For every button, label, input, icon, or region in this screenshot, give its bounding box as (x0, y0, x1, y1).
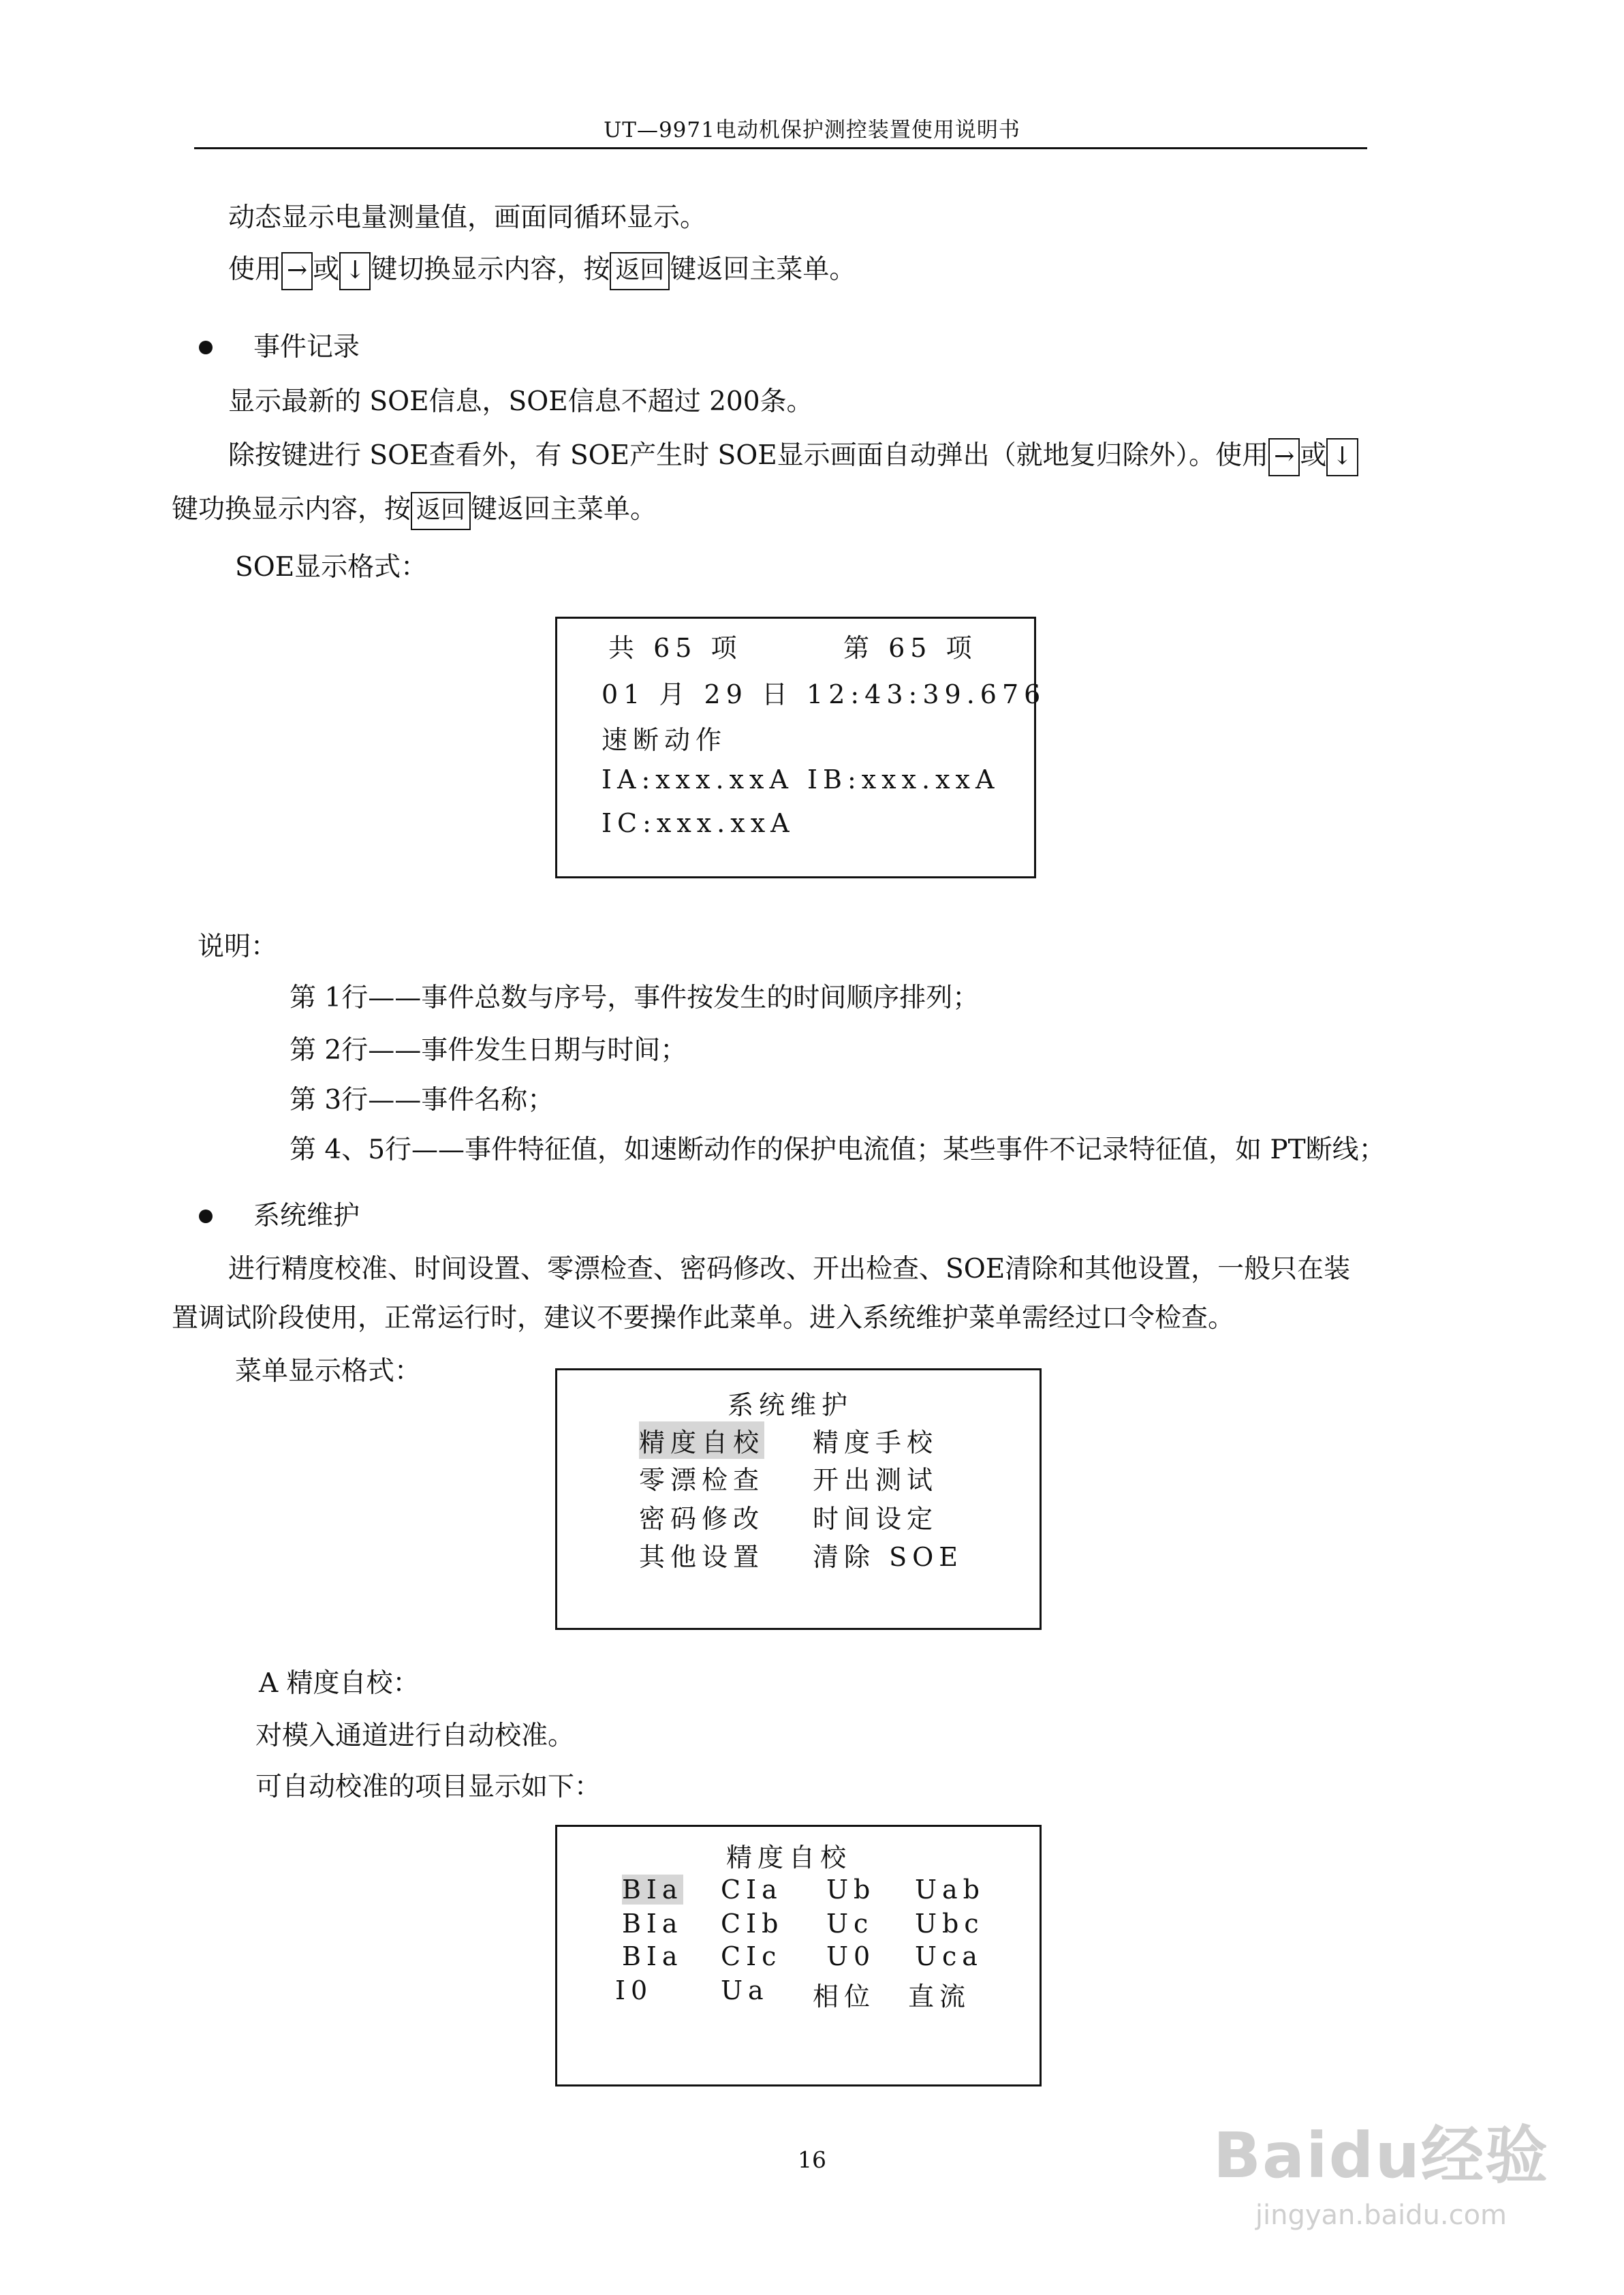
page-number: 16 (798, 2146, 826, 2173)
calibration-line-2: 可自动校准的项目显示如下： (255, 1772, 602, 1802)
event-line-3-suffix: 键返回主菜单。 (471, 494, 657, 525)
bullet-icon (199, 341, 213, 354)
soe-format-label: SOE显示格式： (235, 552, 428, 583)
soe-current-index: 第 65 项 (843, 633, 978, 663)
note-item: 第 3行——事件名称； (290, 1085, 555, 1115)
calibration-item[interactable]: Uab (915, 1875, 986, 1905)
calibration-item[interactable]: CIb (721, 1909, 784, 1939)
event-or-text: 或 (1300, 440, 1327, 471)
menu-item-zero-drift[interactable]: 零漂检查 (639, 1465, 765, 1495)
right-arrow-key: → (1268, 438, 1300, 476)
soe-feature-line-1: IA:xxx.xxA IB:xxx.xxA (602, 765, 1000, 795)
watermark-brand: Baidu经验 (1213, 2119, 1549, 2192)
menu-item-clear-soe[interactable]: 清除 SOE (813, 1542, 964, 1572)
calibration-item[interactable]: I0 (615, 1975, 653, 2005)
calibration-item[interactable]: CIa (721, 1875, 783, 1905)
soe-datetime: 01 月 29 日 12:43:39.676 (602, 679, 1046, 709)
header-divider (194, 147, 1367, 149)
calibration-item[interactable]: BIa (622, 1875, 683, 1905)
document-header-title: UT—9971电动机保护测控装置使用说明书 (604, 118, 1020, 142)
soe-feature-line-2: IC:xxx.xxA (602, 808, 795, 838)
event-line-3-text: 键功换显示内容，按 (172, 494, 411, 525)
event-line-2 (228, 438, 1358, 476)
menu-title: 系统维护 (728, 1390, 854, 1420)
menu-item-precision-manual[interactable]: 精度手校 (813, 1428, 939, 1458)
maintenance-section-heading: 系统维护 (253, 1201, 360, 1231)
soe-total-count: 共 65 项 (608, 633, 743, 663)
calibration-item[interactable]: BIa (622, 1941, 683, 1971)
maintenance-para-line-1: 进行精度校准、时间设置、零漂检查、密码修改、开出检查、SOE清除和其他设置，一般只在装 (228, 1254, 1351, 1284)
event-line-3 (172, 492, 657, 530)
calibration-item[interactable]: Ub (826, 1875, 876, 1905)
calibration-item[interactable]: BIa (622, 1909, 683, 1939)
note-item: 第 2行——事件发生日期与时间； (290, 1035, 687, 1066)
intro-return-text: 键返回主菜单。 (670, 254, 856, 285)
bullet-icon (199, 1210, 213, 1223)
menu-item-password[interactable]: 密码修改 (639, 1504, 765, 1534)
calibration-line-1: 对模入通道进行自动校准。 (255, 1721, 575, 1751)
menu-item-precision-auto[interactable]: 精度自校 (639, 1421, 764, 1459)
intro-switch-text: 键切换显示内容，按 (371, 254, 610, 285)
calibration-item[interactable]: Uc (826, 1909, 874, 1939)
calibration-box (555, 1825, 1042, 2086)
note-item: 第 1行——事件总数与序号，事件按发生的时间顺序排列； (290, 983, 980, 1013)
intro-line-1: 动态显示电量测量值，画面同循环显示。 (228, 202, 707, 233)
calibration-item[interactable]: Ubc (915, 1909, 984, 1939)
down-arrow-key: ↓ (1326, 438, 1358, 476)
note-item: 第 4、5行——事件特征值，如速断动作的保护电流值；某些事件不记录特征值，如 PT断线； (290, 1135, 1386, 1165)
menu-item-output-test[interactable]: 开出测试 (813, 1465, 939, 1495)
return-key: 返回 (610, 252, 670, 290)
menu-format-label: 菜单显示格式： (235, 1356, 422, 1387)
calibration-item[interactable]: Ua (721, 1975, 769, 2005)
baidu-watermark (1213, 2106, 1549, 2231)
return-key: 返回 (411, 492, 471, 530)
calibration-item[interactable]: U0 (826, 1941, 876, 1971)
menu-item-time-setting[interactable]: 时间设定 (813, 1504, 939, 1534)
calibration-title: 精度自校 (726, 1843, 852, 1873)
down-arrow-key: ↓ (339, 252, 371, 290)
watermark-url: jingyan.baidu.com (1255, 2200, 1508, 2231)
calibration-item[interactable]: 直流 (908, 1982, 971, 2012)
calibration-item[interactable]: 相位 (813, 1982, 876, 2012)
soe-display-box (555, 617, 1046, 878)
calibration-item[interactable]: CIc (721, 1941, 782, 1971)
event-line-2-text: 除按键进行 SOE查看外，有 SOE产生时 SOE显示画面自动弹出（就地复归除外）。使用 (228, 440, 1269, 471)
intro-line-2 (228, 252, 856, 290)
event-section-heading: 事件记录 (253, 332, 360, 363)
intro-use-text: 使用 (228, 254, 282, 285)
notes-label: 说明： (198, 931, 278, 962)
calibration-item[interactable]: Uca (915, 1941, 983, 1971)
soe-event-name: 速断动作 (602, 725, 728, 755)
intro-or-text: 或 (313, 254, 340, 285)
menu-item-other-settings[interactable]: 其他设置 (639, 1542, 765, 1572)
calibration-heading: A 精度自校： (259, 1668, 420, 1699)
event-line-1: 显示最新的 SOE信息，SOE信息不超过 200条。 (228, 386, 813, 417)
right-arrow-key: → (281, 252, 313, 290)
maintenance-para-line-2: 置调试阶段使用，正常运行时，建议不要操作此菜单。进入系统维护菜单需经过口令检查。 (172, 1303, 1235, 1334)
maintenance-menu-box (555, 1368, 1042, 1630)
